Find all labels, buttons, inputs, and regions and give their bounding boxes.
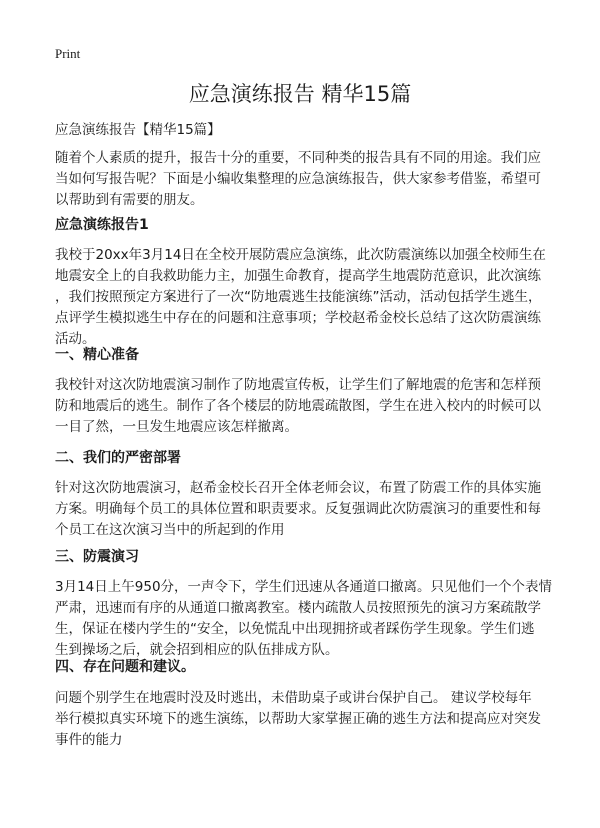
section-heading: 三、防震演习: [55, 549, 139, 565]
text-line: 针对这次防地震演习，赵希金校长召开全体老师会议，布置了防震工作的具体实施: [55, 480, 541, 496]
text-line: 一目了然，一旦发生地震应该怎样撤离。: [55, 419, 298, 435]
text-line: 活动。: [55, 331, 96, 347]
text-line: 防和地震后的逃生。制作了各个楼层的防地震疏散图，学生在进入校内的时候可以: [55, 398, 541, 414]
text-line: 我校于20xx年3月14日在全校开展防震应急演练，此次防震演练以加强全校师生在: [55, 247, 546, 263]
section-paragraph: [55, 245, 560, 350]
text-line: 个员工在这次演习当中的所起到的作用: [55, 522, 285, 538]
section-paragraph: [55, 375, 560, 438]
text-line: 方案。明确每个员工的具体位置和职责要求。反复强调此次防震演习的重要性和每: [55, 501, 541, 517]
page-title: 应急演练报告 精华15篇: [188, 82, 412, 106]
text-line: 3月14日上午950分，一声令下，学生们迅速从各通道口撤离。只见他们一个个表情: [55, 579, 553, 595]
text-line: 严肃，迅速而有序的从通道口撤离教室。楼内疏散人员按照预先的演习方案疏散学: [55, 600, 541, 616]
text-line: 举行模拟真实环境下的逃生演练，以帮助大家掌握正确的逃生方法和提高应对突发: [55, 711, 541, 727]
section-paragraph: [55, 478, 560, 541]
section-paragraph: [55, 688, 560, 751]
text-line: 点评学生模拟逃生中存在的问题和注意事项；学校赵希金校长总结了这次防震演练: [55, 310, 541, 326]
text-line: 随着个人素质的提升，报告十分的重要，不同种类的报告具有不同的用途。我们应: [55, 150, 541, 166]
text-line: 问题个别学生在地震时没及时逃出，未借助桌子或讲台保护自己。 建议学校每年: [55, 690, 532, 706]
text-line: 生到操场之后，就会招到相应的队伍排成方队。: [55, 642, 339, 658]
section-heading: 应急演练报告1: [55, 217, 149, 233]
print-link[interactable]: Print: [55, 46, 81, 61]
section-paragraph: [55, 577, 560, 661]
intro-paragraph: [55, 148, 560, 211]
text-line: 当如何写报告呢？下面是小编收集整理的应急演练报告，供大家参考借鉴，希望可: [55, 171, 541, 187]
text-line: ，我们按照预定方案进行了一次“防地震逃生技能演练”活动，活动包括学生逃生，: [55, 289, 542, 305]
section-heading: 一、精心准备: [55, 347, 139, 363]
section-heading: 四、存在问题和建议。: [55, 659, 195, 675]
text-line: 以帮助到有需要的朋友。: [55, 192, 204, 208]
text-line: 我校针对这次防地震演习制作了防地震宣传板，让学生们了解地震的危害和怎样预: [55, 377, 541, 393]
text-line: 事件的能力: [55, 732, 123, 748]
subtitle: 应急演练报告【精华15篇】: [55, 122, 221, 138]
section-heading: 二、我们的严密部署: [55, 450, 181, 466]
text-line: 生，保证在楼内学生的“安全，以免慌乱中出现拥挤或者踩伤学生现象。学生们逃: [55, 621, 535, 637]
text-line: 地震安全上的自我救助能力主，加强生命教育，提高学生地震防范意识，此次演练: [55, 268, 541, 284]
